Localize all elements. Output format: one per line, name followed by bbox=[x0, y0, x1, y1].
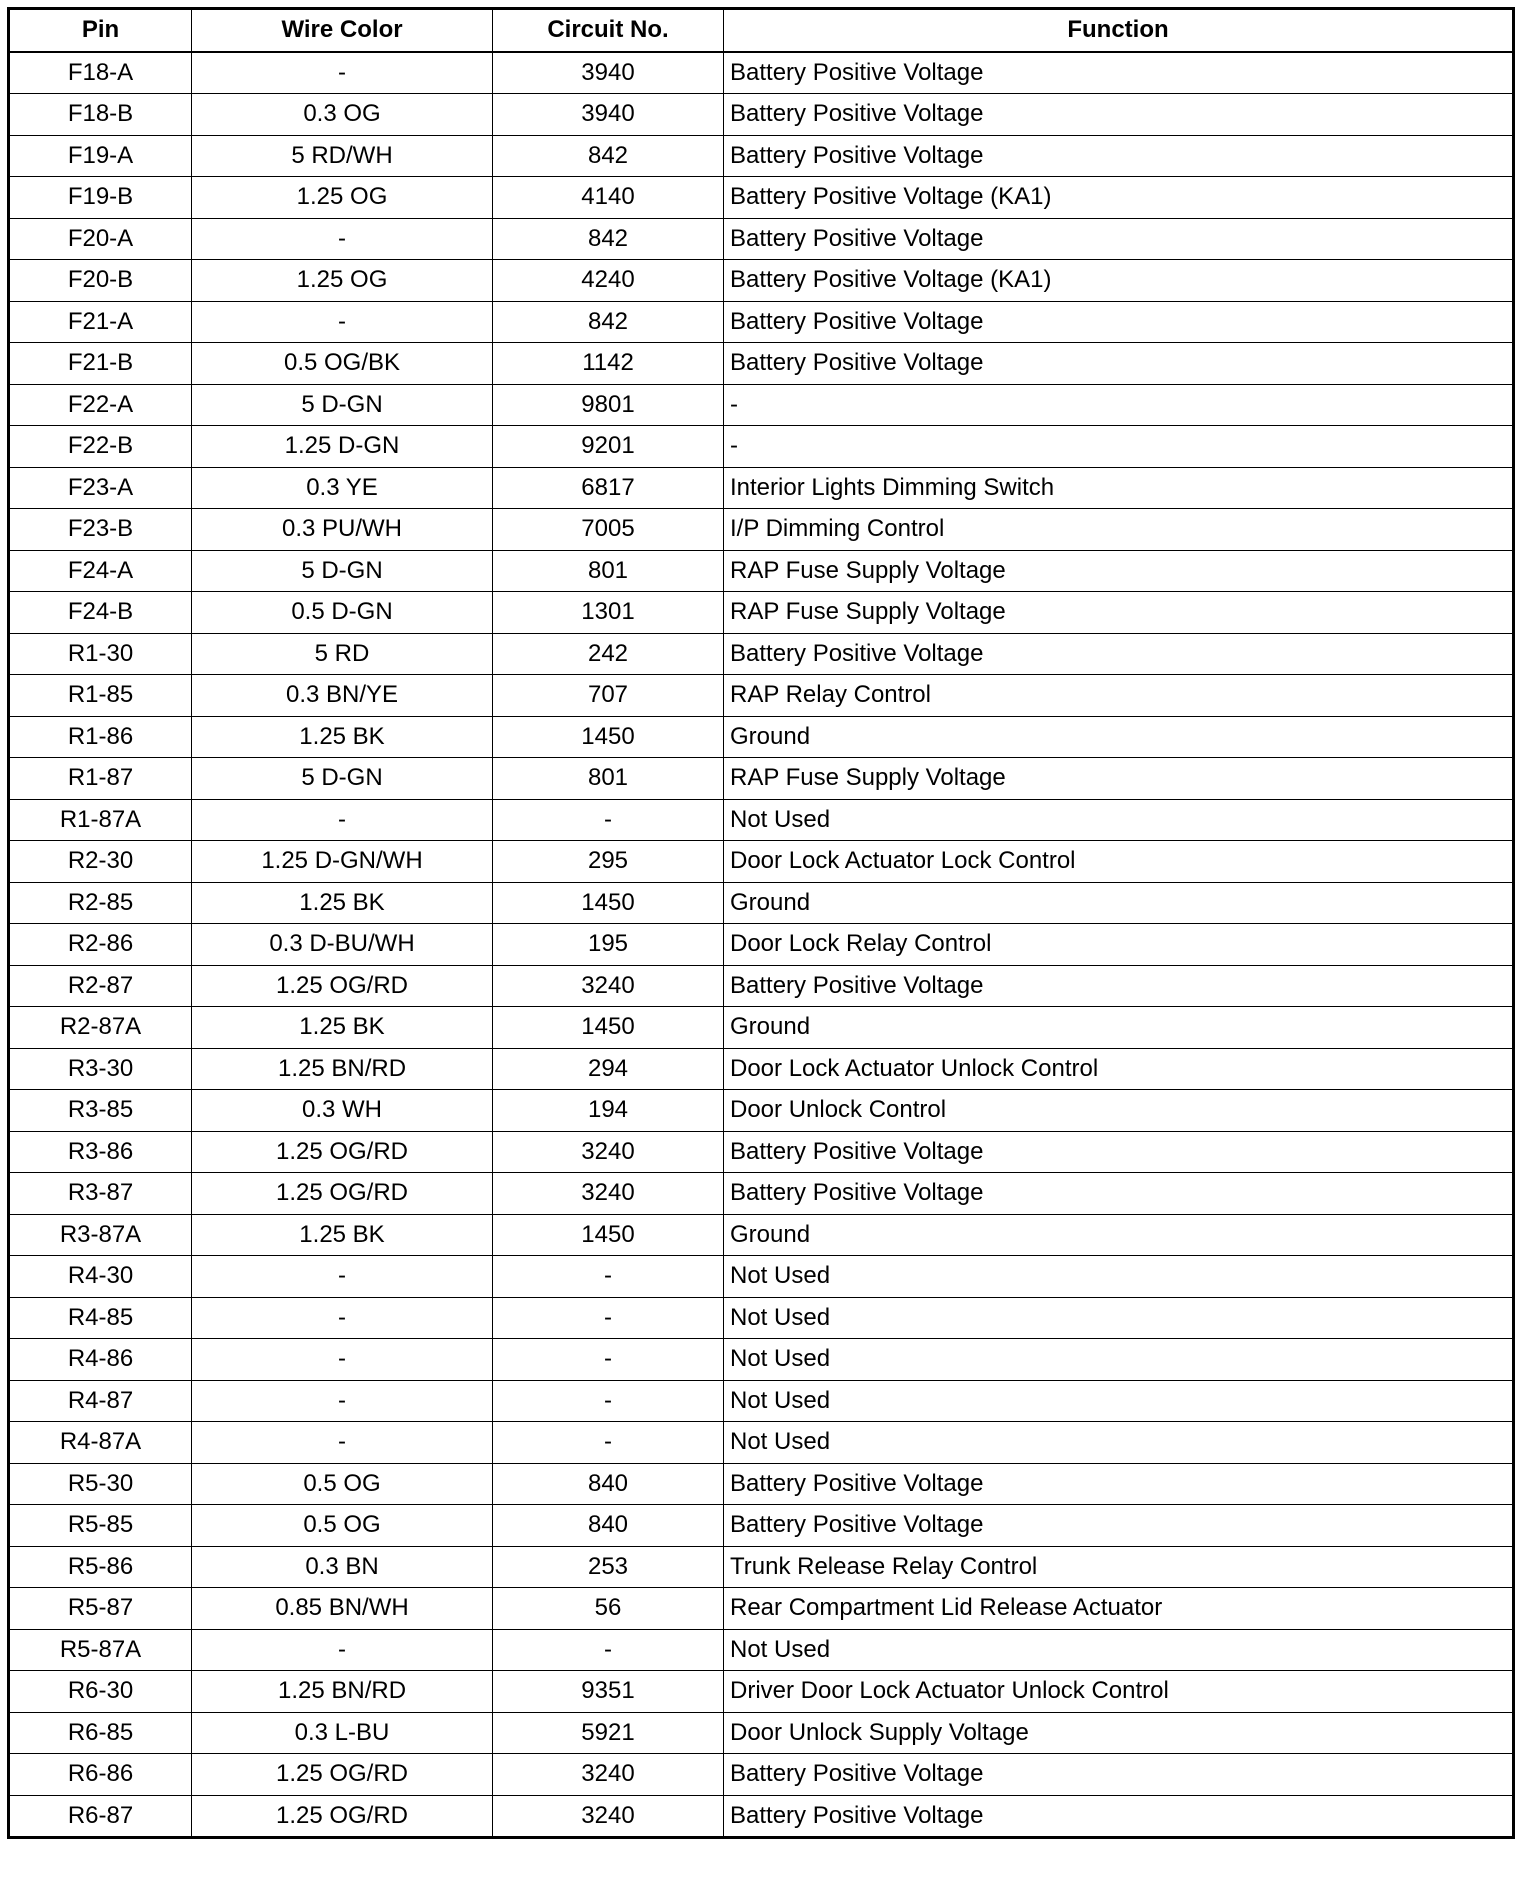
cell-function: Battery Positive Voltage bbox=[724, 135, 1514, 177]
cell-circuit-no: 9801 bbox=[493, 384, 724, 426]
cell-pin: R4-86 bbox=[9, 1339, 192, 1381]
cell-circuit-no: 6817 bbox=[493, 467, 724, 509]
table-row bbox=[9, 135, 1514, 177]
connector-pinout-table bbox=[7, 7, 1515, 1839]
cell-function: Ground bbox=[724, 716, 1514, 758]
table-row bbox=[9, 1007, 1514, 1049]
table-header bbox=[9, 9, 1514, 52]
cell-circuit-no: 7005 bbox=[493, 509, 724, 551]
cell-pin: F19-A bbox=[9, 135, 192, 177]
header-wire-color: Wire Color bbox=[192, 9, 493, 52]
cell-pin: R2-30 bbox=[9, 841, 192, 883]
cell-function: Battery Positive Voltage (KA1) bbox=[724, 177, 1514, 219]
cell-wire-color: 1.25 OG/RD bbox=[192, 1795, 493, 1838]
cell-circuit-no: 294 bbox=[493, 1048, 724, 1090]
cell-function: Driver Door Lock Actuator Unlock Control bbox=[724, 1671, 1514, 1713]
cell-function: RAP Fuse Supply Voltage bbox=[724, 592, 1514, 634]
cell-circuit-no: 9201 bbox=[493, 426, 724, 468]
cell-function: Battery Positive Voltage bbox=[724, 1795, 1514, 1838]
cell-pin: R6-85 bbox=[9, 1712, 192, 1754]
cell-wire-color: - bbox=[192, 1339, 493, 1381]
cell-pin: R5-87A bbox=[9, 1629, 192, 1671]
cell-circuit-no: 801 bbox=[493, 550, 724, 592]
table-row bbox=[9, 1131, 1514, 1173]
cell-pin: F22-B bbox=[9, 426, 192, 468]
cell-circuit-no: 3240 bbox=[493, 1795, 724, 1838]
cell-function: Not Used bbox=[724, 1380, 1514, 1422]
cell-wire-color: - bbox=[192, 1256, 493, 1298]
table-row bbox=[9, 343, 1514, 385]
table-row bbox=[9, 1795, 1514, 1838]
cell-wire-color: 5 D-GN bbox=[192, 384, 493, 426]
cell-pin: F22-A bbox=[9, 384, 192, 426]
cell-wire-color: 0.5 OG/BK bbox=[192, 343, 493, 385]
cell-function: Battery Positive Voltage bbox=[724, 1505, 1514, 1547]
table-row bbox=[9, 841, 1514, 883]
cell-pin: R6-87 bbox=[9, 1795, 192, 1838]
cell-function: Not Used bbox=[724, 799, 1514, 841]
cell-function: Door Unlock Supply Voltage bbox=[724, 1712, 1514, 1754]
cell-circuit-no: - bbox=[493, 1629, 724, 1671]
cell-function: - bbox=[724, 426, 1514, 468]
cell-wire-color: 1.25 OG/RD bbox=[192, 1131, 493, 1173]
table-row bbox=[9, 509, 1514, 551]
cell-pin: F23-B bbox=[9, 509, 192, 551]
table-row bbox=[9, 1214, 1514, 1256]
cell-function: Battery Positive Voltage bbox=[724, 301, 1514, 343]
cell-function: Battery Positive Voltage bbox=[724, 52, 1514, 94]
table-row bbox=[9, 1546, 1514, 1588]
cell-pin: F20-B bbox=[9, 260, 192, 302]
cell-pin: F20-A bbox=[9, 218, 192, 260]
cell-pin: F21-A bbox=[9, 301, 192, 343]
cell-wire-color: - bbox=[192, 1422, 493, 1464]
cell-circuit-no: 3240 bbox=[493, 1173, 724, 1215]
table-row bbox=[9, 1463, 1514, 1505]
cell-function: RAP Fuse Supply Voltage bbox=[724, 758, 1514, 800]
cell-pin: R5-86 bbox=[9, 1546, 192, 1588]
cell-circuit-no: 842 bbox=[493, 218, 724, 260]
cell-pin: R6-86 bbox=[9, 1754, 192, 1796]
cell-pin: F23-A bbox=[9, 467, 192, 509]
cell-function: Not Used bbox=[724, 1422, 1514, 1464]
table-row bbox=[9, 799, 1514, 841]
cell-wire-color: - bbox=[192, 799, 493, 841]
cell-circuit-no: 9351 bbox=[493, 1671, 724, 1713]
cell-wire-color: 1.25 BK bbox=[192, 1007, 493, 1049]
cell-wire-color: 1.25 OG/RD bbox=[192, 1173, 493, 1215]
cell-pin: R2-87A bbox=[9, 1007, 192, 1049]
cell-wire-color: - bbox=[192, 52, 493, 94]
cell-function: I/P Dimming Control bbox=[724, 509, 1514, 551]
cell-wire-color: 0.5 OG bbox=[192, 1505, 493, 1547]
cell-pin: R5-85 bbox=[9, 1505, 192, 1547]
header-row bbox=[9, 9, 1514, 52]
cell-circuit-no: 801 bbox=[493, 758, 724, 800]
cell-circuit-no: 840 bbox=[493, 1463, 724, 1505]
cell-wire-color: 0.85 BN/WH bbox=[192, 1588, 493, 1630]
table-row bbox=[9, 52, 1514, 94]
cell-circuit-no: 840 bbox=[493, 1505, 724, 1547]
table-row bbox=[9, 758, 1514, 800]
cell-function: Rear Compartment Lid Release Actuator bbox=[724, 1588, 1514, 1630]
cell-pin: R3-85 bbox=[9, 1090, 192, 1132]
header-pin: Pin bbox=[9, 9, 192, 52]
cell-circuit-no: 3240 bbox=[493, 1754, 724, 1796]
cell-function: Ground bbox=[724, 882, 1514, 924]
table-row bbox=[9, 218, 1514, 260]
cell-wire-color: 0.3 WH bbox=[192, 1090, 493, 1132]
cell-pin: R2-86 bbox=[9, 924, 192, 966]
cell-circuit-no: 4240 bbox=[493, 260, 724, 302]
table-row bbox=[9, 675, 1514, 717]
cell-wire-color: 0.3 D-BU/WH bbox=[192, 924, 493, 966]
cell-circuit-no: - bbox=[493, 1339, 724, 1381]
cell-wire-color: - bbox=[192, 301, 493, 343]
cell-pin: R1-30 bbox=[9, 633, 192, 675]
cell-pin: F24-A bbox=[9, 550, 192, 592]
table-row bbox=[9, 716, 1514, 758]
table-row bbox=[9, 1048, 1514, 1090]
cell-pin: R3-87A bbox=[9, 1214, 192, 1256]
table-row bbox=[9, 467, 1514, 509]
table-row bbox=[9, 1297, 1514, 1339]
cell-wire-color: - bbox=[192, 1629, 493, 1671]
cell-function: Door Lock Actuator Lock Control bbox=[724, 841, 1514, 883]
cell-wire-color: 0.3 OG bbox=[192, 94, 493, 136]
cell-wire-color: - bbox=[192, 1380, 493, 1422]
table-row bbox=[9, 177, 1514, 219]
cell-circuit-no: - bbox=[493, 1256, 724, 1298]
cell-circuit-no: 3940 bbox=[493, 94, 724, 136]
cell-circuit-no: 5921 bbox=[493, 1712, 724, 1754]
cell-circuit-no: 4140 bbox=[493, 177, 724, 219]
cell-pin: R3-86 bbox=[9, 1131, 192, 1173]
cell-wire-color: 0.3 PU/WH bbox=[192, 509, 493, 551]
cell-circuit-no: - bbox=[493, 799, 724, 841]
table-row bbox=[9, 550, 1514, 592]
cell-function: Battery Positive Voltage bbox=[724, 1131, 1514, 1173]
cell-function: RAP Relay Control bbox=[724, 675, 1514, 717]
cell-wire-color: 5 RD/WH bbox=[192, 135, 493, 177]
table-row bbox=[9, 1588, 1514, 1630]
cell-function: Not Used bbox=[724, 1339, 1514, 1381]
table-row bbox=[9, 1671, 1514, 1713]
cell-circuit-no: - bbox=[493, 1380, 724, 1422]
table-row bbox=[9, 426, 1514, 468]
cell-wire-color: 1.25 OG bbox=[192, 177, 493, 219]
cell-circuit-no: 195 bbox=[493, 924, 724, 966]
cell-function: Not Used bbox=[724, 1629, 1514, 1671]
cell-wire-color: 1.25 BK bbox=[192, 716, 493, 758]
cell-function: Battery Positive Voltage bbox=[724, 343, 1514, 385]
cell-wire-color: 0.3 BN/YE bbox=[192, 675, 493, 717]
cell-wire-color: 0.3 L-BU bbox=[192, 1712, 493, 1754]
cell-circuit-no: 1450 bbox=[493, 1007, 724, 1049]
table-row bbox=[9, 592, 1514, 634]
table-row bbox=[9, 260, 1514, 302]
cell-wire-color: 0.3 BN bbox=[192, 1546, 493, 1588]
table-row bbox=[9, 1754, 1514, 1796]
cell-wire-color: 0.3 YE bbox=[192, 467, 493, 509]
cell-pin: R1-87A bbox=[9, 799, 192, 841]
table-row bbox=[9, 1339, 1514, 1381]
cell-function: Ground bbox=[724, 1214, 1514, 1256]
cell-wire-color: 1.25 OG/RD bbox=[192, 1754, 493, 1796]
cell-function: Battery Positive Voltage bbox=[724, 94, 1514, 136]
cell-pin: R5-87 bbox=[9, 1588, 192, 1630]
cell-function: Door Lock Actuator Unlock Control bbox=[724, 1048, 1514, 1090]
cell-pin: F24-B bbox=[9, 592, 192, 634]
cell-pin: R6-30 bbox=[9, 1671, 192, 1713]
cell-wire-color: 1.25 OG bbox=[192, 260, 493, 302]
cell-circuit-no: 1142 bbox=[493, 343, 724, 385]
cell-pin: R1-87 bbox=[9, 758, 192, 800]
cell-pin: R4-87A bbox=[9, 1422, 192, 1464]
cell-pin: F18-A bbox=[9, 52, 192, 94]
cell-function: Interior Lights Dimming Switch bbox=[724, 467, 1514, 509]
cell-function: Door Unlock Control bbox=[724, 1090, 1514, 1132]
cell-wire-color: 5 D-GN bbox=[192, 758, 493, 800]
cell-pin: F19-B bbox=[9, 177, 192, 219]
header-circuit-no: Circuit No. bbox=[493, 9, 724, 52]
cell-wire-color: 1.25 BK bbox=[192, 1214, 493, 1256]
cell-circuit-no: - bbox=[493, 1422, 724, 1464]
cell-pin: R3-87 bbox=[9, 1173, 192, 1215]
table-row bbox=[9, 1422, 1514, 1464]
cell-wire-color: 5 D-GN bbox=[192, 550, 493, 592]
cell-circuit-no: 3240 bbox=[493, 1131, 724, 1173]
table-row bbox=[9, 94, 1514, 136]
table-row bbox=[9, 1629, 1514, 1671]
cell-wire-color: - bbox=[192, 1297, 493, 1339]
cell-pin: R4-87 bbox=[9, 1380, 192, 1422]
cell-wire-color: 5 RD bbox=[192, 633, 493, 675]
cell-pin: R2-85 bbox=[9, 882, 192, 924]
cell-function: Battery Positive Voltage (KA1) bbox=[724, 260, 1514, 302]
cell-circuit-no: 56 bbox=[493, 1588, 724, 1630]
cell-function: - bbox=[724, 384, 1514, 426]
table-row bbox=[9, 384, 1514, 426]
table-row bbox=[9, 1380, 1514, 1422]
cell-circuit-no: 842 bbox=[493, 135, 724, 177]
cell-circuit-no: 253 bbox=[493, 1546, 724, 1588]
cell-wire-color: 0.5 OG bbox=[192, 1463, 493, 1505]
cell-circuit-no: 842 bbox=[493, 301, 724, 343]
cell-function: Battery Positive Voltage bbox=[724, 965, 1514, 1007]
cell-function: Battery Positive Voltage bbox=[724, 633, 1514, 675]
cell-wire-color: 1.25 D-GN bbox=[192, 426, 493, 468]
cell-pin: R1-86 bbox=[9, 716, 192, 758]
table-row bbox=[9, 1505, 1514, 1547]
cell-circuit-no: 3240 bbox=[493, 965, 724, 1007]
table-row bbox=[9, 965, 1514, 1007]
cell-function: Ground bbox=[724, 1007, 1514, 1049]
cell-circuit-no: 295 bbox=[493, 841, 724, 883]
cell-function: Battery Positive Voltage bbox=[724, 1463, 1514, 1505]
header-function: Function bbox=[724, 9, 1514, 52]
cell-pin: R5-30 bbox=[9, 1463, 192, 1505]
cell-wire-color: 1.25 D-GN/WH bbox=[192, 841, 493, 883]
cell-circuit-no: 194 bbox=[493, 1090, 724, 1132]
cell-function: Trunk Release Relay Control bbox=[724, 1546, 1514, 1588]
cell-pin: F18-B bbox=[9, 94, 192, 136]
cell-wire-color: 1.25 OG/RD bbox=[192, 965, 493, 1007]
cell-wire-color: 1.25 BN/RD bbox=[192, 1671, 493, 1713]
cell-circuit-no: 1450 bbox=[493, 1214, 724, 1256]
cell-pin: F21-B bbox=[9, 343, 192, 385]
table-row bbox=[9, 633, 1514, 675]
table-row bbox=[9, 882, 1514, 924]
cell-circuit-no: 1450 bbox=[493, 882, 724, 924]
cell-function: Battery Positive Voltage bbox=[724, 1173, 1514, 1215]
table-row bbox=[9, 301, 1514, 343]
cell-function: Battery Positive Voltage bbox=[724, 218, 1514, 260]
cell-circuit-no: 1301 bbox=[493, 592, 724, 634]
cell-function: Not Used bbox=[724, 1256, 1514, 1298]
cell-wire-color: - bbox=[192, 218, 493, 260]
cell-pin: R2-87 bbox=[9, 965, 192, 1007]
cell-pin: R4-85 bbox=[9, 1297, 192, 1339]
cell-circuit-no: 3940 bbox=[493, 52, 724, 94]
cell-function: Not Used bbox=[724, 1297, 1514, 1339]
cell-circuit-no: - bbox=[493, 1297, 724, 1339]
table-row bbox=[9, 1256, 1514, 1298]
table-row bbox=[9, 924, 1514, 966]
table-row bbox=[9, 1173, 1514, 1215]
table-body bbox=[9, 52, 1514, 1838]
cell-pin: R1-85 bbox=[9, 675, 192, 717]
cell-circuit-no: 1450 bbox=[493, 716, 724, 758]
cell-wire-color: 0.5 D-GN bbox=[192, 592, 493, 634]
cell-function: RAP Fuse Supply Voltage bbox=[724, 550, 1514, 592]
cell-circuit-no: 707 bbox=[493, 675, 724, 717]
cell-pin: R3-30 bbox=[9, 1048, 192, 1090]
table-row bbox=[9, 1712, 1514, 1754]
cell-wire-color: 1.25 BK bbox=[192, 882, 493, 924]
cell-circuit-no: 242 bbox=[493, 633, 724, 675]
cell-function: Door Lock Relay Control bbox=[724, 924, 1514, 966]
cell-wire-color: 1.25 BN/RD bbox=[192, 1048, 493, 1090]
table-row bbox=[9, 1090, 1514, 1132]
cell-function: Battery Positive Voltage bbox=[724, 1754, 1514, 1796]
cell-pin: R4-30 bbox=[9, 1256, 192, 1298]
